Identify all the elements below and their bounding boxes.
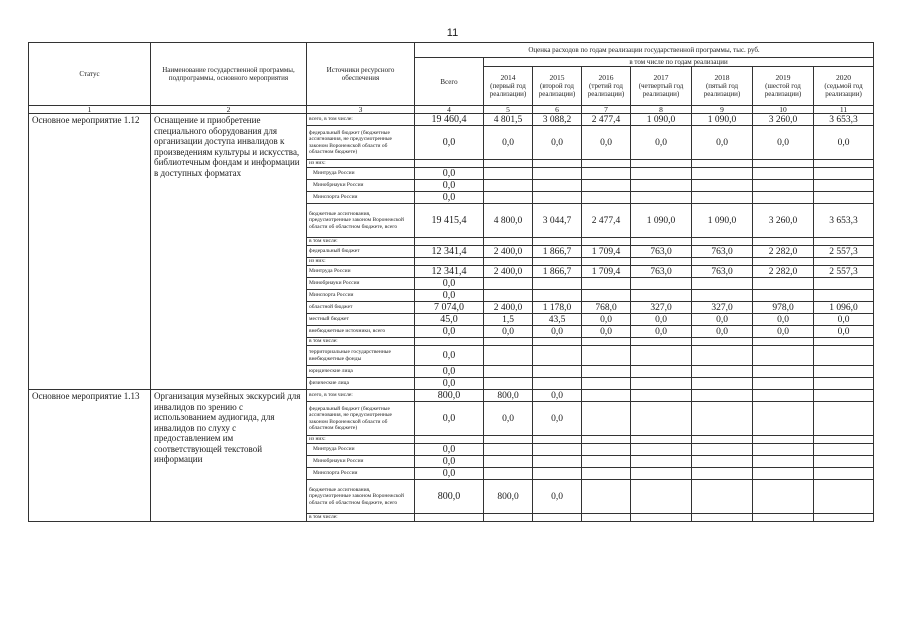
source-cell: Минтруда России — [307, 168, 415, 180]
header-year-desc: (седьмой год реализации) — [824, 82, 863, 98]
year-value-cell — [814, 278, 874, 290]
year-value-cell: 327,0 — [631, 302, 692, 314]
year-value-cell — [753, 192, 814, 204]
year-value-cell — [753, 168, 814, 180]
year-value-cell: 978,0 — [753, 302, 814, 314]
year-value-cell — [753, 290, 814, 302]
year-value-cell: 0,0 — [692, 126, 753, 160]
year-value-cell — [582, 390, 631, 402]
year-value-cell — [692, 278, 753, 290]
year-value-cell — [692, 436, 753, 444]
measure-name-cell: Организация музейных экскурсий для инвалидов по зрению с использованием аудиогида, для инвалидов по слуху с предоставлением им соответствующей текстовой информации — [151, 390, 307, 522]
year-value-cell — [533, 444, 582, 456]
total-value-cell — [415, 238, 484, 246]
year-value-cell — [692, 346, 753, 366]
year-value-cell: 1,5 — [484, 314, 533, 326]
source-cell: всего, в том числе: — [307, 390, 415, 402]
year-value-cell — [582, 378, 631, 390]
year-value-cell: 3 260,0 — [753, 204, 814, 238]
source-cell: всего, в том числе: — [307, 114, 415, 126]
year-value-cell — [692, 444, 753, 456]
source-cell: физические лица — [307, 378, 415, 390]
header-by-years: в том числе по годам реализации — [484, 58, 874, 67]
source-cell: из них: — [307, 258, 415, 266]
year-value-cell — [582, 338, 631, 346]
year-value-cell: 1 096,0 — [814, 302, 874, 314]
year-value-cell — [692, 456, 753, 468]
year-value-cell — [631, 366, 692, 378]
expenditure-table — [28, 42, 874, 522]
page-number: 11 — [446, 27, 459, 39]
source-cell: в том числе: — [307, 514, 415, 522]
year-value-cell: 2 400,0 — [484, 266, 533, 278]
year-value-cell: 763,0 — [631, 246, 692, 258]
year-value-cell — [814, 456, 874, 468]
year-value-cell: 0,0 — [753, 126, 814, 160]
year-value-cell — [484, 192, 533, 204]
year-value-cell: 0,0 — [533, 402, 582, 436]
year-value-cell — [533, 192, 582, 204]
header-year-label: 2019 — [775, 73, 791, 82]
year-value-cell: 2 557,3 — [814, 246, 874, 258]
year-value-cell — [631, 258, 692, 266]
source-cell: бюджетные ассигнования, предусмотренные законом Воронежской области об областном бюджете, всего — [307, 204, 415, 238]
year-value-cell — [753, 346, 814, 366]
year-value-cell — [631, 278, 692, 290]
year-value-cell — [753, 436, 814, 444]
status-cell: Основное мероприятие 1.13 — [29, 390, 151, 522]
source-cell: Минтруда России — [307, 444, 415, 456]
year-value-cell: 1 709,4 — [582, 246, 631, 258]
year-value-cell: 4 800,0 — [484, 204, 533, 238]
year-value-cell — [814, 258, 874, 266]
year-value-cell — [753, 278, 814, 290]
year-value-cell — [582, 346, 631, 366]
header-year-2018 — [692, 67, 753, 106]
total-value-cell — [415, 338, 484, 346]
column-number: 7 — [582, 106, 631, 114]
column-number: 2 — [151, 106, 307, 114]
year-value-cell: 0,0 — [582, 126, 631, 160]
year-value-cell — [692, 468, 753, 480]
year-value-cell — [582, 444, 631, 456]
header-status: Статус — [29, 43, 151, 106]
year-value-cell: 0,0 — [753, 326, 814, 338]
total-value-cell — [415, 514, 484, 522]
year-value-cell — [631, 378, 692, 390]
year-value-cell — [631, 402, 692, 436]
year-value-cell — [582, 366, 631, 378]
year-value-cell — [814, 390, 874, 402]
year-value-cell: 3 088,2 — [533, 114, 582, 126]
year-value-cell — [692, 238, 753, 246]
year-value-cell — [753, 480, 814, 514]
total-value-cell: 19 460,4 — [415, 114, 484, 126]
year-value-cell — [631, 238, 692, 246]
year-value-cell — [484, 160, 533, 168]
year-value-cell — [753, 160, 814, 168]
year-value-cell: 0,0 — [582, 314, 631, 326]
header-year-2019 — [753, 67, 814, 106]
year-value-cell: 2 477,4 — [582, 114, 631, 126]
year-value-cell — [533, 168, 582, 180]
column-number: 4 — [415, 106, 484, 114]
year-value-cell — [484, 514, 533, 522]
header-year-2020 — [814, 67, 874, 106]
header-year-desc: (третий год реализации) — [587, 82, 625, 98]
year-value-cell — [692, 402, 753, 436]
column-number: 10 — [753, 106, 814, 114]
source-cell: Минспорта России — [307, 468, 415, 480]
year-value-cell — [814, 180, 874, 192]
year-value-cell — [533, 290, 582, 302]
year-value-cell — [692, 258, 753, 266]
year-value-cell: 0,0 — [814, 126, 874, 160]
total-value-cell: 45,0 — [415, 314, 484, 326]
year-value-cell — [814, 444, 874, 456]
year-value-cell: 1 090,0 — [631, 114, 692, 126]
column-number: 9 — [692, 106, 753, 114]
year-value-cell — [484, 338, 533, 346]
year-value-cell — [631, 290, 692, 302]
year-value-cell — [484, 238, 533, 246]
year-value-cell: 800,0 — [484, 480, 533, 514]
year-value-cell — [582, 192, 631, 204]
year-value-cell — [484, 456, 533, 468]
year-value-cell: 0,0 — [814, 326, 874, 338]
year-value-cell — [582, 456, 631, 468]
year-value-cell — [582, 258, 631, 266]
table-row — [29, 114, 874, 126]
year-value-cell — [533, 366, 582, 378]
source-cell: в том числе: — [307, 238, 415, 246]
total-value-cell: 12 341,4 — [415, 266, 484, 278]
source-cell: федеральный бюджет (бюджетные ассигнования, не предусмотренные законом Воронежской области об областном бюджете) — [307, 126, 415, 160]
year-value-cell — [631, 160, 692, 168]
year-value-cell — [582, 468, 631, 480]
year-value-cell — [484, 444, 533, 456]
year-value-cell — [484, 378, 533, 390]
total-value-cell — [415, 258, 484, 266]
year-value-cell — [631, 192, 692, 204]
year-value-cell — [631, 168, 692, 180]
header-total: Всего — [415, 58, 484, 106]
year-value-cell — [533, 378, 582, 390]
year-value-cell — [753, 456, 814, 468]
year-value-cell — [484, 168, 533, 180]
total-value-cell: 0,0 — [415, 326, 484, 338]
source-cell: Минобрнауки России — [307, 180, 415, 192]
year-value-cell: 3 653,3 — [814, 204, 874, 238]
source-cell: из них: — [307, 160, 415, 168]
year-value-cell — [631, 338, 692, 346]
column-number: 11 — [814, 106, 874, 114]
year-value-cell — [631, 346, 692, 366]
year-value-cell: 1 866,7 — [533, 246, 582, 258]
year-value-cell — [814, 192, 874, 204]
header-year-label: 2018 — [714, 73, 730, 82]
year-value-cell — [533, 278, 582, 290]
year-value-cell — [533, 338, 582, 346]
year-value-cell: 2 477,4 — [582, 204, 631, 238]
year-value-cell: 1 090,0 — [692, 114, 753, 126]
total-value-cell: 0,0 — [415, 278, 484, 290]
year-value-cell — [814, 168, 874, 180]
header-year-desc: (пятый год реализации) — [703, 82, 741, 98]
year-value-cell — [533, 160, 582, 168]
year-value-cell: 2 400,0 — [484, 302, 533, 314]
source-cell: территориальные государственные внебюджетные фонды — [307, 346, 415, 366]
total-value-cell — [415, 436, 484, 444]
year-value-cell: 763,0 — [692, 266, 753, 278]
header-year-label: 2016 — [598, 73, 614, 82]
year-value-cell — [582, 160, 631, 168]
total-value-cell: 800,0 — [415, 480, 484, 514]
year-value-cell: 1 866,7 — [533, 266, 582, 278]
year-value-cell — [814, 480, 874, 514]
year-value-cell: 763,0 — [631, 266, 692, 278]
year-value-cell — [692, 338, 753, 346]
total-value-cell: 7 074,0 — [415, 302, 484, 314]
source-cell: местный бюджет — [307, 314, 415, 326]
header-year-desc: (шестой год реализации) — [764, 82, 802, 98]
year-value-cell — [484, 346, 533, 366]
year-value-cell — [814, 238, 874, 246]
year-value-cell — [753, 366, 814, 378]
year-value-cell — [692, 514, 753, 522]
header-year-desc: (четвертый год реализации) — [638, 82, 684, 98]
total-value-cell: 0,0 — [415, 456, 484, 468]
year-value-cell — [814, 290, 874, 302]
header-year-2014 — [484, 67, 533, 106]
year-value-cell: 0,0 — [814, 314, 874, 326]
source-cell: внебюджетные источники, всего — [307, 326, 415, 338]
year-value-cell — [582, 436, 631, 444]
year-value-cell — [692, 168, 753, 180]
year-value-cell: 1 090,0 — [692, 204, 753, 238]
header-year-2015 — [533, 67, 582, 106]
year-value-cell: 0,0 — [753, 314, 814, 326]
year-value-cell — [631, 390, 692, 402]
source-cell: федеральный бюджет (бюджетные ассигнования, не предусмотренные законом Воронежской области об областном бюджете) — [307, 402, 415, 436]
year-value-cell: 3 044,7 — [533, 204, 582, 238]
year-value-cell — [582, 402, 631, 436]
source-cell: юридические лица — [307, 366, 415, 378]
year-value-cell — [753, 378, 814, 390]
source-cell: в том числе: — [307, 338, 415, 346]
source-cell: Минспорта России — [307, 192, 415, 204]
total-value-cell: 0,0 — [415, 468, 484, 480]
year-value-cell — [533, 468, 582, 480]
year-value-cell — [582, 290, 631, 302]
year-value-cell — [484, 468, 533, 480]
year-value-cell — [484, 436, 533, 444]
source-cell: Минобрнауки России — [307, 456, 415, 468]
header-year-desc: (второй год реализации) — [538, 82, 576, 98]
year-value-cell: 0,0 — [533, 390, 582, 402]
year-value-cell — [582, 480, 631, 514]
total-value-cell: 0,0 — [415, 192, 484, 204]
header-year-label: 2020 — [836, 73, 852, 82]
year-value-cell — [533, 456, 582, 468]
year-value-cell — [484, 366, 533, 378]
year-value-cell — [753, 402, 814, 436]
year-value-cell — [814, 366, 874, 378]
table-row — [29, 390, 874, 402]
source-cell: Минтруда России — [307, 266, 415, 278]
year-value-cell — [631, 468, 692, 480]
year-value-cell: 768,0 — [582, 302, 631, 314]
total-value-cell: 0,0 — [415, 346, 484, 366]
year-value-cell — [631, 456, 692, 468]
total-value-cell: 0,0 — [415, 180, 484, 192]
total-value-cell: 0,0 — [415, 290, 484, 302]
year-value-cell — [631, 436, 692, 444]
total-value-cell: 0,0 — [415, 402, 484, 436]
source-cell: областной бюджет — [307, 302, 415, 314]
year-value-cell — [692, 390, 753, 402]
year-value-cell: 0,0 — [692, 314, 753, 326]
year-value-cell: 0,0 — [484, 126, 533, 160]
year-value-cell — [533, 238, 582, 246]
year-value-cell — [692, 366, 753, 378]
year-value-cell: 0,0 — [631, 314, 692, 326]
year-value-cell — [582, 238, 631, 246]
year-value-cell — [582, 180, 631, 192]
year-value-cell — [814, 436, 874, 444]
year-value-cell — [753, 390, 814, 402]
header-year-label: 2015 — [549, 73, 565, 82]
year-value-cell: 800,0 — [484, 390, 533, 402]
year-value-cell — [753, 258, 814, 266]
total-value-cell — [415, 160, 484, 168]
year-value-cell — [814, 346, 874, 366]
year-value-cell — [631, 444, 692, 456]
year-value-cell: 0,0 — [484, 326, 533, 338]
year-value-cell — [631, 480, 692, 514]
year-value-cell: 43,5 — [533, 314, 582, 326]
source-cell: бюджетные ассигнования, предусмотренные законом Воронежской области об областном бюджете, всего — [307, 480, 415, 514]
year-value-cell — [814, 338, 874, 346]
year-value-cell: 763,0 — [692, 246, 753, 258]
total-value-cell: 0,0 — [415, 168, 484, 180]
year-value-cell: 1 709,4 — [582, 266, 631, 278]
year-value-cell: 327,0 — [692, 302, 753, 314]
year-value-cell — [484, 258, 533, 266]
year-value-cell: 3 653,3 — [814, 114, 874, 126]
year-value-cell: 0,0 — [631, 326, 692, 338]
source-cell: из них: — [307, 436, 415, 444]
header-name: Наименование государственной программы, подпрограммы, основного мероприятия — [151, 43, 307, 106]
header-year-desc: (первый год реализации) — [489, 82, 527, 98]
year-value-cell: 0,0 — [533, 126, 582, 160]
header-year-label: 2017 — [653, 73, 669, 82]
year-value-cell — [533, 514, 582, 522]
year-value-cell — [753, 444, 814, 456]
year-value-cell — [533, 258, 582, 266]
year-value-cell: 2 282,0 — [753, 246, 814, 258]
year-value-cell — [533, 346, 582, 366]
year-value-cell — [692, 160, 753, 168]
total-value-cell: 0,0 — [415, 366, 484, 378]
year-value-cell — [814, 468, 874, 480]
year-value-cell — [753, 338, 814, 346]
year-value-cell — [753, 180, 814, 192]
year-value-cell: 2 400,0 — [484, 246, 533, 258]
total-value-cell: 0,0 — [415, 378, 484, 390]
column-number: 8 — [631, 106, 692, 114]
total-value-cell: 12 341,4 — [415, 246, 484, 258]
column-number: 1 — [29, 106, 151, 114]
year-value-cell — [814, 378, 874, 390]
year-value-cell — [753, 468, 814, 480]
year-value-cell: 2 282,0 — [753, 266, 814, 278]
source-cell: Минспорта России — [307, 290, 415, 302]
year-value-cell — [484, 278, 533, 290]
year-value-cell — [753, 514, 814, 522]
column-number: 5 — [484, 106, 533, 114]
year-value-cell: 4 801,5 — [484, 114, 533, 126]
year-value-cell: 0,0 — [631, 126, 692, 160]
year-value-cell — [631, 180, 692, 192]
year-value-cell — [692, 180, 753, 192]
year-value-cell — [692, 290, 753, 302]
year-value-cell — [814, 402, 874, 436]
year-value-cell — [533, 436, 582, 444]
year-value-cell: 0,0 — [692, 326, 753, 338]
total-value-cell: 0,0 — [415, 126, 484, 160]
year-value-cell: 0,0 — [484, 402, 533, 436]
column-number: 3 — [307, 106, 415, 114]
year-value-cell — [582, 168, 631, 180]
year-value-cell: 0,0 — [533, 480, 582, 514]
total-value-cell: 800,0 — [415, 390, 484, 402]
year-value-cell — [814, 514, 874, 522]
source-cell: федеральный бюджет — [307, 246, 415, 258]
year-value-cell: 3 260,0 — [753, 114, 814, 126]
header-year-2017 — [631, 67, 692, 106]
year-value-cell — [692, 378, 753, 390]
year-value-cell — [582, 514, 631, 522]
total-value-cell: 0,0 — [415, 444, 484, 456]
year-value-cell: 1 178,0 — [533, 302, 582, 314]
header-year-label: 2014 — [500, 73, 516, 82]
header-estimate: Оценка расходов по годам реализации государственной программы, тыс. руб. — [415, 43, 874, 58]
measure-name-cell: Оснащение и приобретение специального оборудования для организации доступа инвалидов к произведениям культуры и искусства, библиотечным фондам и информации в доступных форматах — [151, 114, 307, 390]
header-year-2016 — [582, 67, 631, 106]
year-value-cell — [814, 160, 874, 168]
header-sources: Источники ресурсного обеспечения — [307, 43, 415, 106]
year-value-cell — [753, 238, 814, 246]
total-value-cell: 19 415,4 — [415, 204, 484, 238]
source-cell: Минобрнауки России — [307, 278, 415, 290]
year-value-cell — [582, 278, 631, 290]
year-value-cell: 2 557,3 — [814, 266, 874, 278]
year-value-cell: 0,0 — [533, 326, 582, 338]
status-cell: Основное мероприятие 1.12 — [29, 114, 151, 390]
year-value-cell — [692, 192, 753, 204]
year-value-cell — [484, 290, 533, 302]
year-value-cell: 1 090,0 — [631, 204, 692, 238]
year-value-cell — [484, 180, 533, 192]
year-value-cell — [692, 480, 753, 514]
year-value-cell — [631, 514, 692, 522]
year-value-cell: 0,0 — [582, 326, 631, 338]
column-number: 6 — [533, 106, 582, 114]
year-value-cell — [533, 180, 582, 192]
